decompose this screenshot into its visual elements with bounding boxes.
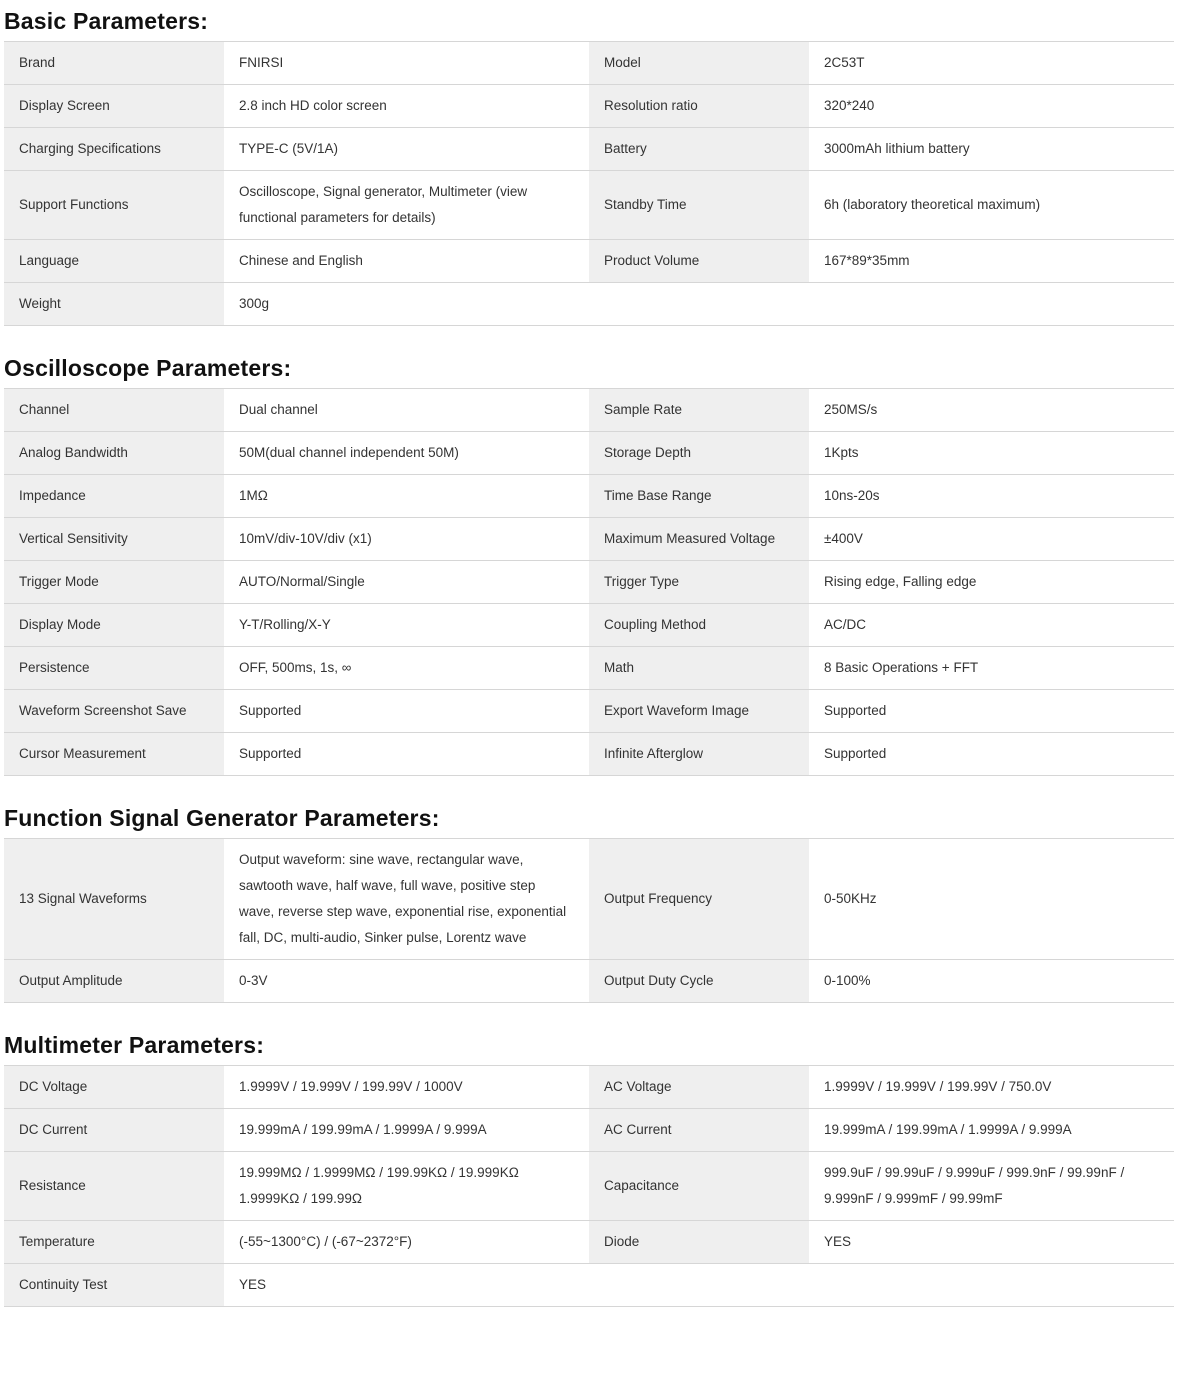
param-value: 19.999mA / 199.99mA / 1.9999A / 9.999A [224, 1109, 589, 1152]
table-row [4, 1221, 1174, 1264]
empty-cell [589, 1264, 809, 1307]
table-row [4, 240, 1174, 283]
param-label: Vertical Sensitivity [4, 518, 224, 561]
param-label: Coupling Method [589, 604, 809, 647]
param-label: Cursor Measurement [4, 733, 224, 776]
param-value: YES [224, 1264, 589, 1307]
param-label: Standby Time [589, 171, 809, 240]
param-label: Output Amplitude [4, 960, 224, 1003]
param-value: Supported [224, 690, 589, 733]
table-row [4, 1264, 1174, 1307]
spec-section [4, 347, 1174, 776]
param-value: Oscilloscope, Signal generator, Multimeter (view functional parameters for details) [224, 171, 589, 240]
param-value: 1Kpts [809, 432, 1174, 475]
empty-cell [589, 283, 809, 326]
param-label: Diode [589, 1221, 809, 1264]
table-row [4, 561, 1174, 604]
param-label: Support Functions [4, 171, 224, 240]
param-label: Infinite Afterglow [589, 733, 809, 776]
param-label: AC Voltage [589, 1066, 809, 1109]
param-label: Continuity Test [4, 1264, 224, 1307]
table-row [4, 389, 1174, 432]
section-title: Multimeter Parameters: [4, 1032, 265, 1058]
spec-page [4, 0, 1174, 1307]
spec-table [4, 838, 1174, 1003]
spec-section [4, 0, 1174, 326]
param-value: AC/DC [809, 604, 1174, 647]
param-value: 250MS/s [809, 389, 1174, 432]
param-label: Language [4, 240, 224, 283]
param-value: 2C53T [809, 42, 1174, 85]
table-row [4, 1109, 1174, 1152]
param-value: 300g [224, 283, 589, 326]
table-row [4, 432, 1174, 475]
table-row [4, 1066, 1174, 1109]
param-label: 13 Signal Waveforms [4, 839, 224, 960]
param-value: Chinese and English [224, 240, 589, 283]
table-row [4, 475, 1174, 518]
param-label: Analog Bandwidth [4, 432, 224, 475]
param-label: Brand [4, 42, 224, 85]
param-label: Time Base Range [589, 475, 809, 518]
spec-table [4, 388, 1174, 776]
param-value: (-55~1300°C) / (-67~2372°F) [224, 1221, 589, 1264]
param-value: 10mV/div-10V/div (x1) [224, 518, 589, 561]
param-label: Maximum Measured Voltage [589, 518, 809, 561]
param-value: Supported [809, 733, 1174, 776]
param-label: AC Current [589, 1109, 809, 1152]
param-label: Impedance [4, 475, 224, 518]
section-title: Basic Parameters: [4, 8, 209, 34]
param-label: Channel [4, 389, 224, 432]
param-value: TYPE-C (5V/1A) [224, 128, 589, 171]
param-label: DC Voltage [4, 1066, 224, 1109]
spec-section [4, 1024, 1174, 1307]
table-row [4, 733, 1174, 776]
param-value: 0-100% [809, 960, 1174, 1003]
table-row [4, 647, 1174, 690]
table-row [4, 604, 1174, 647]
table-row [4, 42, 1174, 85]
table-row [4, 518, 1174, 561]
param-label: Waveform Screenshot Save [4, 690, 224, 733]
param-label: Trigger Type [589, 561, 809, 604]
empty-cell [809, 1264, 1174, 1307]
param-label: Charging Specifications [4, 128, 224, 171]
param-label: Model [589, 42, 809, 85]
param-label: Persistence [4, 647, 224, 690]
param-value: Supported [809, 690, 1174, 733]
param-value: Y-T/Rolling/X-Y [224, 604, 589, 647]
table-row [4, 839, 1174, 960]
spec-table [4, 1065, 1174, 1307]
param-value: 1.9999V / 19.999V / 199.99V / 750.0V [809, 1066, 1174, 1109]
param-value: OFF, 500ms, 1s, ∞ [224, 647, 589, 690]
param-value: 19.999mA / 199.99mA / 1.9999A / 9.999A [809, 1109, 1174, 1152]
param-label: Resistance [4, 1152, 224, 1221]
table-row [4, 1152, 1174, 1221]
param-value: 19.999MΩ / 1.9999MΩ / 199.99KΩ / 19.999KΩ 1.9999KΩ / 199.99Ω [224, 1152, 589, 1221]
table-row [4, 283, 1174, 326]
empty-cell [809, 283, 1174, 326]
param-label: Trigger Mode [4, 561, 224, 604]
param-label: Output Frequency [589, 839, 809, 960]
param-label: Math [589, 647, 809, 690]
table-row [4, 960, 1174, 1003]
table-row [4, 85, 1174, 128]
param-label: Resolution ratio [589, 85, 809, 128]
param-value: 320*240 [809, 85, 1174, 128]
param-value: Output waveform: sine wave, rectangular wave, sawtooth wave, half wave, full wave, positive step wave, reverse step wave, exponential rise, exponential fall, DC, multi-audio, Sinker pulse, Lorentz wave [224, 839, 589, 960]
param-value: 50M(dual channel independent 50M) [224, 432, 589, 475]
param-label: Display Mode [4, 604, 224, 647]
param-value: 8 Basic Operations + FFT [809, 647, 1174, 690]
section-title: Oscilloscope Parameters: [4, 355, 292, 381]
param-label: DC Current [4, 1109, 224, 1152]
param-value: 10ns-20s [809, 475, 1174, 518]
param-value: FNIRSI [224, 42, 589, 85]
section-title: Function Signal Generator Parameters: [4, 805, 440, 831]
param-label: Battery [589, 128, 809, 171]
param-value: 0-50KHz [809, 839, 1174, 960]
table-row [4, 128, 1174, 171]
spec-section [4, 797, 1174, 1003]
table-row [4, 171, 1174, 240]
param-value: 167*89*35mm [809, 240, 1174, 283]
param-value: 3000mAh lithium battery [809, 128, 1174, 171]
param-label: Product Volume [589, 240, 809, 283]
param-value: 0-3V [224, 960, 589, 1003]
param-label: Display Screen [4, 85, 224, 128]
param-label: Temperature [4, 1221, 224, 1264]
param-label: Capacitance [589, 1152, 809, 1221]
param-value: 6h (laboratory theoretical maximum) [809, 171, 1174, 240]
param-value: Dual channel [224, 389, 589, 432]
param-label: Weight [4, 283, 224, 326]
spec-table [4, 41, 1174, 326]
param-value: 1MΩ [224, 475, 589, 518]
param-value: AUTO/Normal/Single [224, 561, 589, 604]
param-value: YES [809, 1221, 1174, 1264]
param-value: 1.9999V / 19.999V / 199.99V / 1000V [224, 1066, 589, 1109]
param-value: 2.8 inch HD color screen [224, 85, 589, 128]
table-row [4, 690, 1174, 733]
param-label: Export Waveform Image [589, 690, 809, 733]
param-value: ±400V [809, 518, 1174, 561]
param-value: 999.9uF / 99.99uF / 9.999uF / 999.9nF / 99.99nF / 9.999nF / 9.999mF / 99.99mF [809, 1152, 1174, 1221]
param-value: Supported [224, 733, 589, 776]
param-value: Rising edge, Falling edge [809, 561, 1174, 604]
param-label: Storage Depth [589, 432, 809, 475]
param-label: Output Duty Cycle [589, 960, 809, 1003]
param-label: Sample Rate [589, 389, 809, 432]
